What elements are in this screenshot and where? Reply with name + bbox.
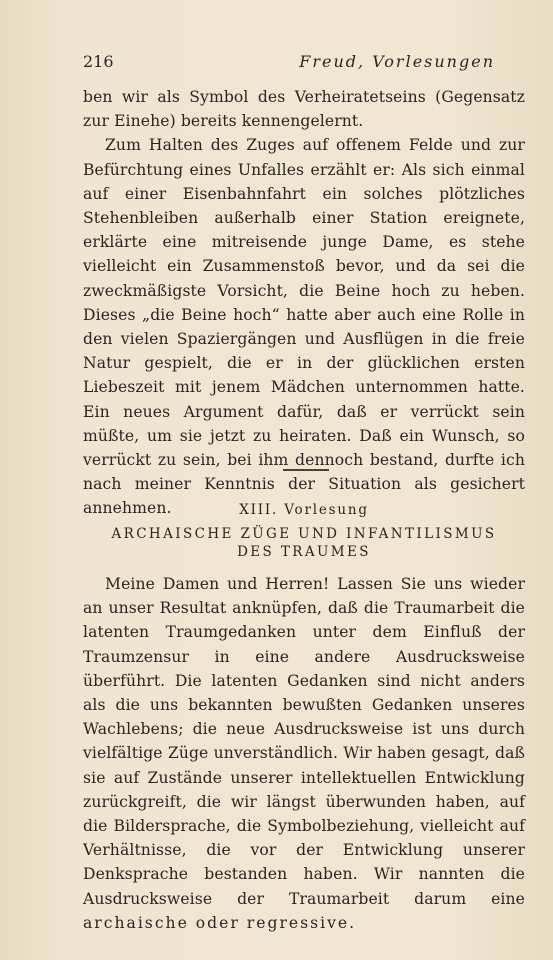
chapter-title-line: ARCHAISCHE ZÜGE UND INFANTILISMUS [111, 526, 497, 542]
paragraph: Zum Halten des Zuges auf offenem Felde und zur Befürchtung eines Unfalles erzählt er: Als sich einmal auf einer Eisenbahnfahrt ein solches plötzliches Stehenbleiben außerhalb einer Station ereignete, erklärte eine mitreisende junge Dame, es stehe vielleicht ein Zusammenstoß bevor, und da sei die zweckmäßigste Vorsicht, die Beine hoch zu heben. Dieses „die Beine hoch“ hatte aber auch eine Rolle in den vielen Spaziergängen und Ausflügen in die freie Natur gespielt, die er in der glücklichen ersten Liebeszeit mit jenem Mädchen unternommen hatte. Ein neues Argument dafür, daß er verrückt sein müßte, um sie jetzt zu heiraten. Daß ein Wunsch, so verrückt zu sein, bei ihm dennoch bestand, durfte ich nach meiner Kenntnis der Situation als gesichert annehmen. [83, 136, 525, 518]
paragraph: ben wir als Symbol des Verheiratetseins (Gegensatz zur Einehe) bereits kennengelernt. [83, 88, 525, 131]
emphasized-text: archaische oder regressive. [83, 913, 357, 932]
running-head: Freud, Vorlesungen [299, 52, 495, 71]
paragraph [83, 572, 525, 935]
text-block-1 [83, 85, 525, 521]
lecture-number: XIII. Vorlesung [239, 502, 369, 518]
paragraph-text: Meine Damen und Herren! Lassen Sie uns wieder an unser Resultat anknüpfen, daß die Traumarbeit die latenten Traumgedanken unter dem Einfluß der Traumzensur in eine andere Ausdrucksweise überführt. Die latenten Gedanken sind nicht anders als die uns bekannten bewußten Gedanken unseres Wachlebens; die neue Ausdrucksweise ist uns durch vielfältige Züge unverständlich. Wir haben gesagt, daß sie auf Zustände unserer intellektuellen Entwicklung zurückgreift, die wir längst überwunden haben, auf die Bildersprache, die Symbolbeziehung, vielleicht auf Verhältnisse, die vor der Entwicklung unserer Denksprache bestanden haben. Wir nannten die Ausdrucksweise der Traumarbeit darum eine [83, 575, 525, 908]
chapter-title-line: DES TRAUMES [237, 544, 371, 560]
page-header [83, 52, 525, 76]
section-divider [283, 469, 329, 471]
chapter-title [83, 525, 525, 561]
text-block-2 [83, 572, 525, 935]
page-number: 216 [83, 52, 114, 71]
